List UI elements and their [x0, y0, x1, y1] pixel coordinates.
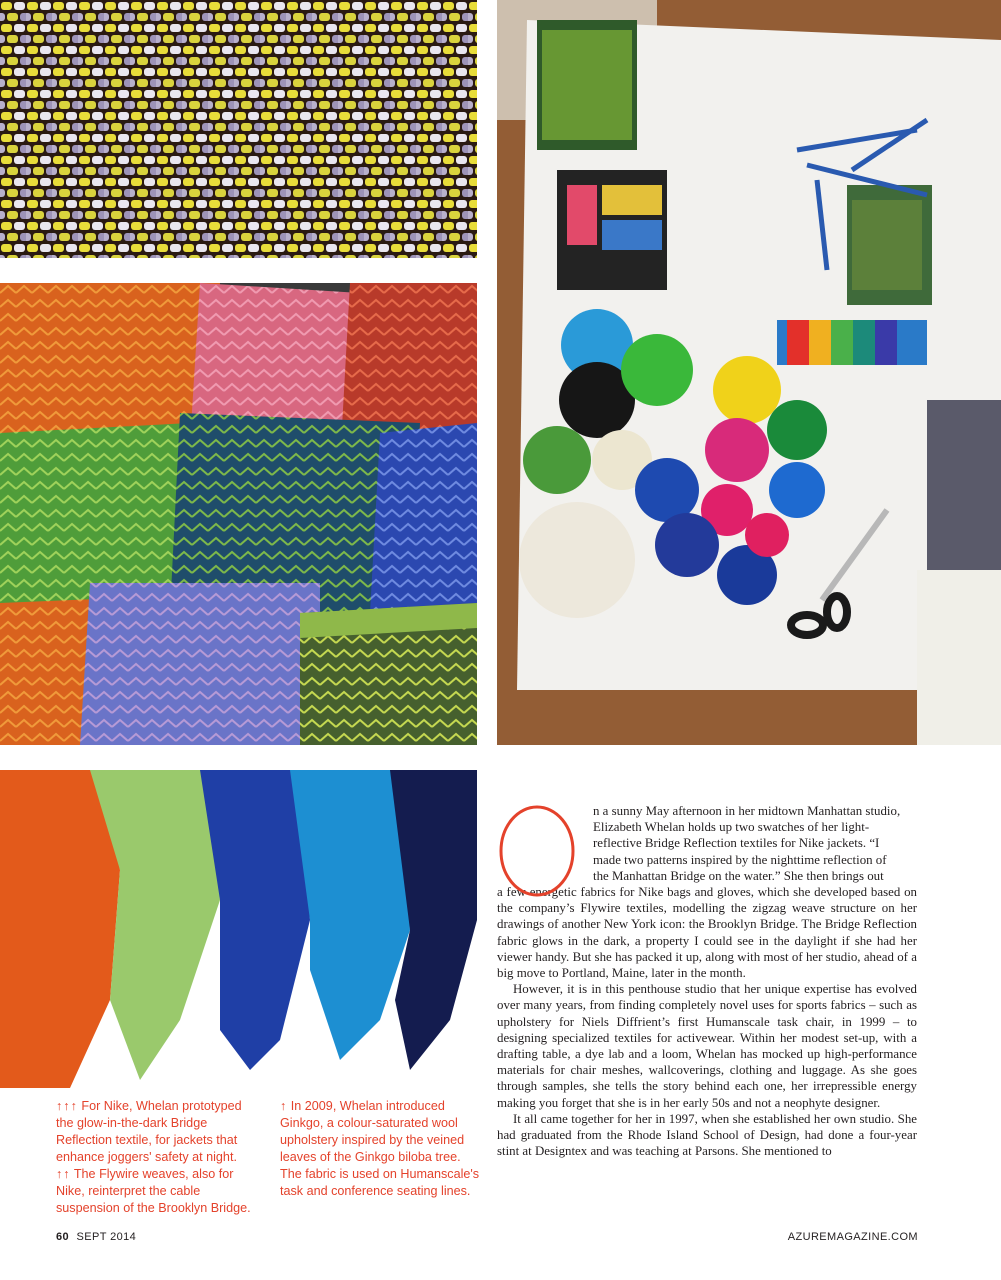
article-paragraph-3: It all came together for her in 1997, when she established her own studio. She had graduated from the Rhode Island School of Design, had done a four-year stint at Designtex and was teaching at Parsons. She mentioned to [497, 1111, 917, 1159]
article-paragraph-2: However, it is in this penthouse studio that her unique expertise has evolved over many years, from finding completely novel uses for sports fabrics – such as upholstery for Niels Diffrient’s first Humanscale task chair, in 1999 – to designing specialized textiles for activewear. Within her modest set-up, with a drafting table, a dye lab and a loom, Whelan has mocked up high-performance materials for chair meshes, wallcoverings, clothing and luggage. As she goes through samples, she tells the story behind each one, her irrepressible energy making you forget that she is in her early 50s and not a neophyte designer. [497, 982, 917, 1110]
draped-fabrics-photo [0, 770, 477, 1088]
herringbone-swatches-photo [0, 283, 477, 745]
article-paragraph-1: n a sunny May afternoon in her midtown Manhattan studio, Elizabeth Whelan holds up two swatches of her light- reflective Bridge Reflection textiles for Nike jackets. “I made two patterns inspired by the nighttime reflection of the Manhattan Bridge on the water.” She then brings out a few energetic fabrics for Nike bags and gloves, which she developed based on the company’s Flywire textiles, modelling the zigzag weave structure on her drawings of another New York icon: the Brooklyn Bridge. The Bridge Reflection fabric glows in the dark, a property I could see in the daylight if she had her viewer handy. But she has packed it up, along with most of her studio, ahead of a big move to Portland, Maine, later in the month. [497, 804, 917, 981]
up-arrows-icon: ↑↑↑ [56, 1099, 78, 1113]
caption-left-p2: ↑↑ The Flywire weaves, also for Nike, reinterpret the cable suspension of the Brooklyn Bridge. [56, 1167, 251, 1215]
caption-left [56, 1098, 261, 1217]
up-arrow-icon: ↑ [280, 1099, 288, 1113]
caption-right-p1: ↑ In 2009, Whelan introduced Ginkgo, a colour-saturated wool upholstery inspired by the veined leaves of the Ginkgo biloba tree. The fabric is used on Humanscale's task and conference seating lines. [280, 1099, 480, 1198]
up-arrows-icon: ↑↑ [56, 1167, 71, 1181]
caption-left-p1: ↑↑↑ For Nike, Whelan prototyped the glow-in-the-dark Bridge Reflection textile, for jackets that enhance joggers' safety at night. [56, 1099, 242, 1164]
woven-textile-photo [0, 0, 477, 258]
article-body [497, 803, 917, 1159]
dropcap-o [497, 803, 577, 899]
page-number: 60 [56, 1231, 70, 1243]
studio-table-photo [497, 0, 1001, 745]
website-link[interactable]: AZUREMAGAZINE.COM [787, 1231, 918, 1243]
caption-right [280, 1098, 480, 1200]
page-footer [56, 1231, 918, 1243]
issue-date: SEPT 2014 [76, 1231, 137, 1243]
